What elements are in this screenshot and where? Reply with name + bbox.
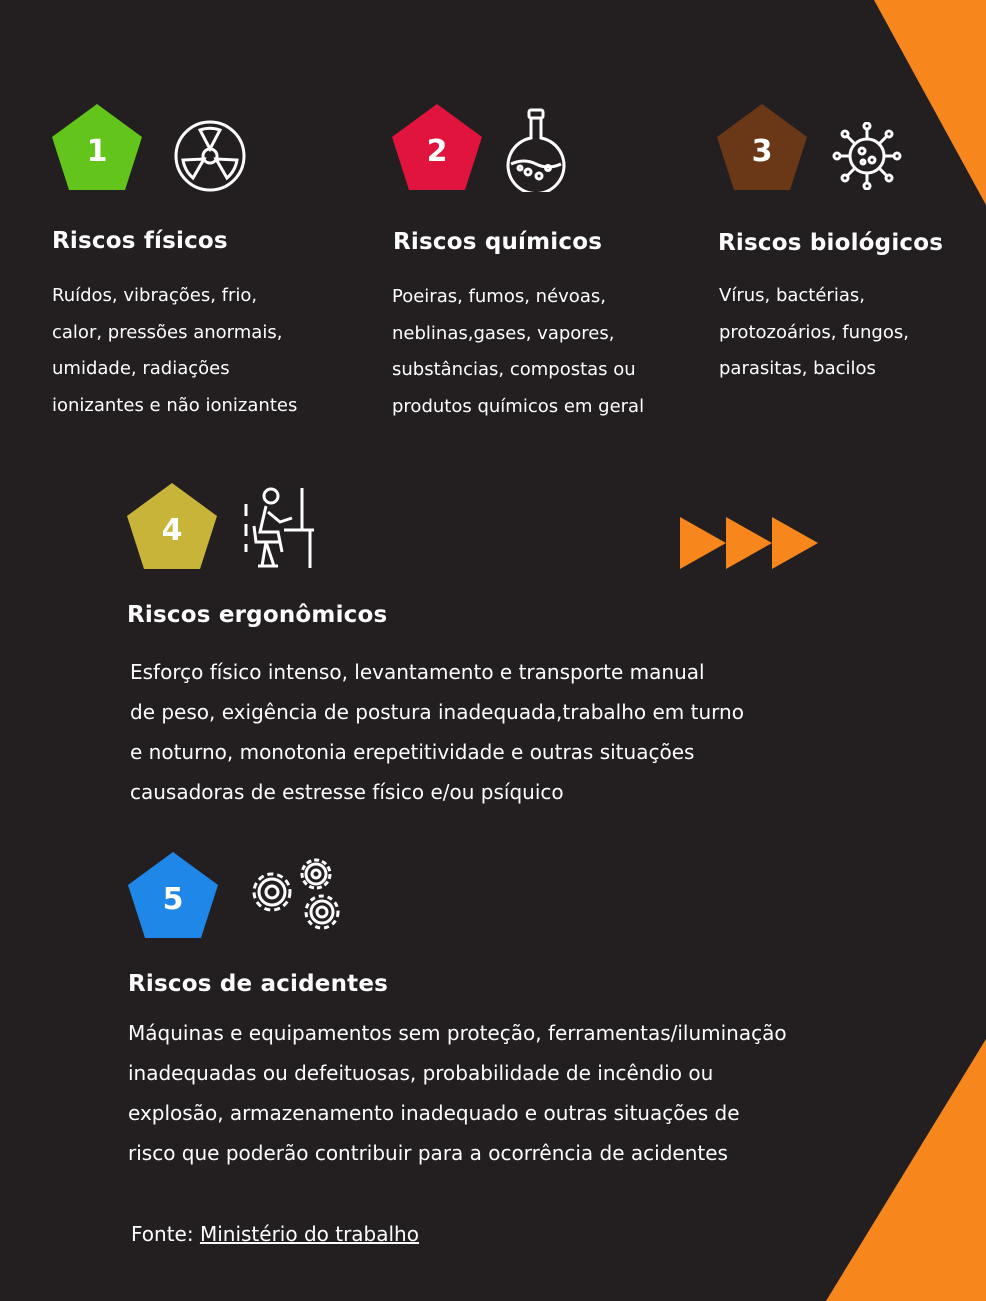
risk-number-badge: 5 (128, 852, 218, 938)
radiation-icon (172, 118, 248, 194)
risk-title: Riscos biológicos (718, 230, 944, 256)
risk-description: Vírus, bactérias, protozoários, fungos, parasitas, bacilos (719, 285, 909, 379)
risk-number-badge: 3 (717, 104, 807, 190)
risk-title: Riscos ergonômicos (127, 602, 388, 628)
risk-description: Ruídos, vibrações, frio, calor, pressões anormais, umidade, radiações ionizantes e não ionizantes (52, 285, 298, 416)
corner-triangle-bottom-right (826, 1039, 986, 1301)
source-link[interactable]: Ministério do trabalho (199, 1222, 419, 1246)
risk-description: Esforço físico intenso, levantamento e transporte manual de peso, exigência de postura inadequada,trabalho em turno e noturno, monotonia erepetitividade e outras situações causadoras de estresse físico e/ou psíquico (130, 660, 744, 804)
risk-title: Riscos de acidentes (128, 971, 389, 997)
risk-number-badge: 1 (52, 104, 142, 190)
risk-description: Máquinas e equipamentos sem proteção, ferramentas/iluminação inadequadas ou defeituosas, probabilidade de incêndio ou explosão, armazenamento inadequado e outras situações de risco que poderão contribuir para a ocorrência de acidentes (128, 1021, 787, 1165)
triple-arrow-icon (680, 517, 818, 569)
risk-number-badge: 2 (392, 104, 482, 190)
risk-number-badge: 4 (127, 483, 217, 569)
flask-icon (504, 108, 568, 192)
risk-description: Poeiras, fumos, névoas, neblinas,gases, vapores, substâncias, compostas ou produtos químicos em geral (392, 286, 645, 417)
risk-title: Riscos físicos (52, 228, 228, 254)
source-credit (131, 1222, 419, 1246)
desk-worker-icon (244, 486, 318, 570)
risk-title: Riscos químicos (393, 229, 603, 255)
virus-icon (832, 122, 902, 190)
source-label: Fonte: (131, 1222, 200, 1246)
gears-icon (244, 854, 348, 934)
